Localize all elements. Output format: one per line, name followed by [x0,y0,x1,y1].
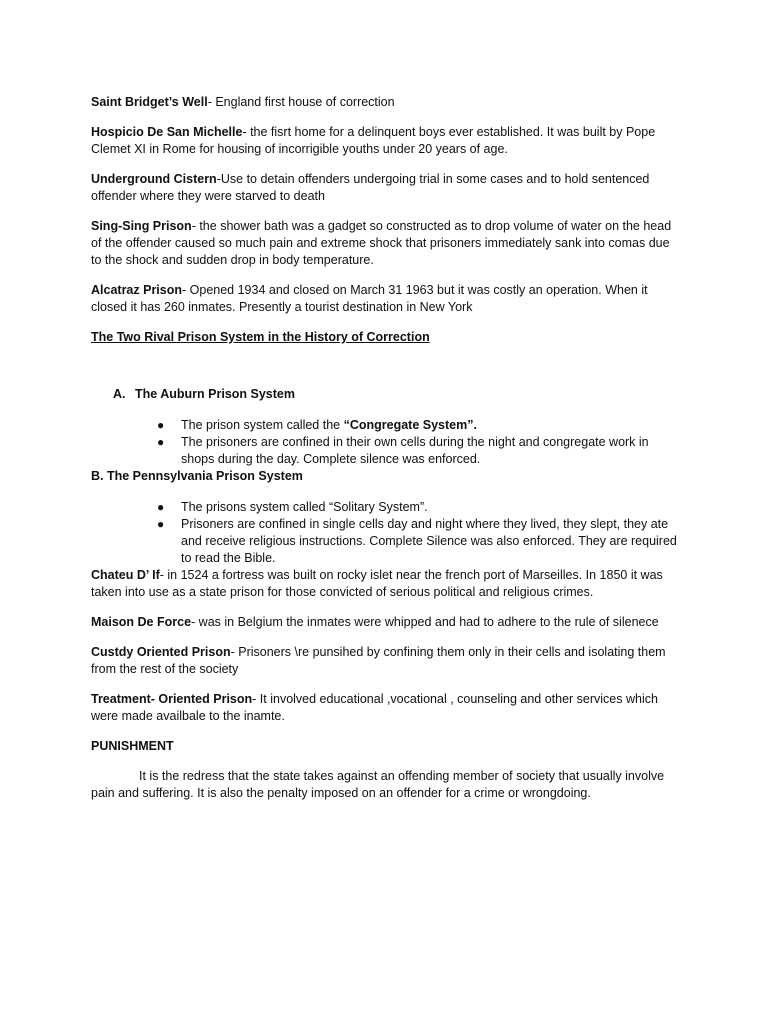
bullet-text: The prisons system called “Solitary System”. [181,500,428,514]
entry-alcatraz-prison [91,282,681,316]
pennsylvania-bullet-list [91,499,681,567]
entry-maison-de-force [91,614,681,631]
entry-term: Underground Cistern [91,172,217,186]
auburn-heading [113,386,681,403]
pennsylvania-title: B. The Pennsylvania Prison System [91,469,303,483]
bullet-icon: ● [157,435,165,449]
list-letter: A. [113,387,126,401]
entry-text: - Prisoners \re punsihed by confining them only in their cells and isolating them from the rest of the society [91,645,666,676]
entry-text: - in 1524 a fortress was built on rocky islet near the french port of Marseilles. In 1850 it was taken into use as a state prison for those convicted of serious political and religious crimes. [91,568,663,599]
entry-term: Hospicio De San Michelle [91,125,243,139]
entry-custody-oriented-prison [91,644,681,678]
entry-text: - was in Belgium the inmates were whipped and had to adhere to the rule of silenece [191,615,659,629]
bullet-text: The prison system called the [181,418,344,432]
entry-term: Sing-Sing Prison [91,219,192,233]
entry-term: Chateu D’ If [91,568,160,582]
entry-term: Alcatraz Prison [91,283,183,297]
entry-hospicio-de-san-michelle [91,124,681,158]
bullet-icon: ● [157,517,165,531]
punishment-heading: PUNISHMENT [91,739,174,753]
list-item [157,434,681,468]
entry-text: - Opened 1934 and closed on March 31 1963 but it was costly an operation. When it closed it has 260 inmates. Presently a tourist destination in New York [91,283,648,314]
auburn-bullet-list [91,417,681,468]
entry-term: Saint Bridget’s Well [91,95,208,109]
bullet-text: The prisoners are confined in their own cells during the night and congregate work in shops during the day. Complete silence was enforced. [181,435,649,466]
entry-underground-cistern [91,171,681,205]
entry-term: Treatment- Oriented Prison [91,692,253,706]
section-heading: The Two Rival Prison System in the History of Correction [91,330,430,344]
entry-text: -Use to detain offenders undergoing trial in some cases and to hold sentenced offender where they were starved to death [91,172,650,203]
entry-text: - England first house of correction [207,95,395,109]
bullet-icon: ● [157,500,165,514]
entry-term: Maison De Force [91,615,192,629]
punishment-paragraph: It is the redress that the state takes against an offending member of society that usually involve pain and suffering. It is also the penalty imposed on an offender for a crime or wrongdoing. [91,769,665,800]
bullet-icon: ● [157,418,165,432]
bullet-text: Prisoners are confined in single cells day and night where they lived, they slept, they ate and receive religious instructions. Complete Silence was also enforced. They are required to read the Bible. [181,517,677,565]
list-item [157,417,681,434]
entry-treatment-oriented-prison [91,691,681,725]
entry-term: Custdy Oriented Prison [91,645,231,659]
entry-sing-sing-prison [91,218,681,269]
list-item [157,516,681,567]
document-page [91,94,681,802]
entry-saint-bridgets-well [91,94,681,111]
entry-text: - It involved educational ,vocational , counseling and other services which were made availbale to the inamte. [91,692,658,723]
entry-chateu-d-if [91,567,681,601]
entry-text: - the fisrt home for a delinquent boys ever established. It was built by Pope Clemet XI in Rome for housing of incorrigible youths under 20 years of age. [91,125,656,156]
entry-text: - the shower bath was a gadget so constructed as to drop volume of water on the head of the offender caused so much pain and extreme shock that prisoners immediately sank into comas due to the shock and sudden drop in body temperature. [91,219,672,267]
bullet-bold-text: “Congregate System”. [343,418,477,432]
auburn-title: The Auburn Prison System [135,387,295,401]
list-item [157,499,681,516]
